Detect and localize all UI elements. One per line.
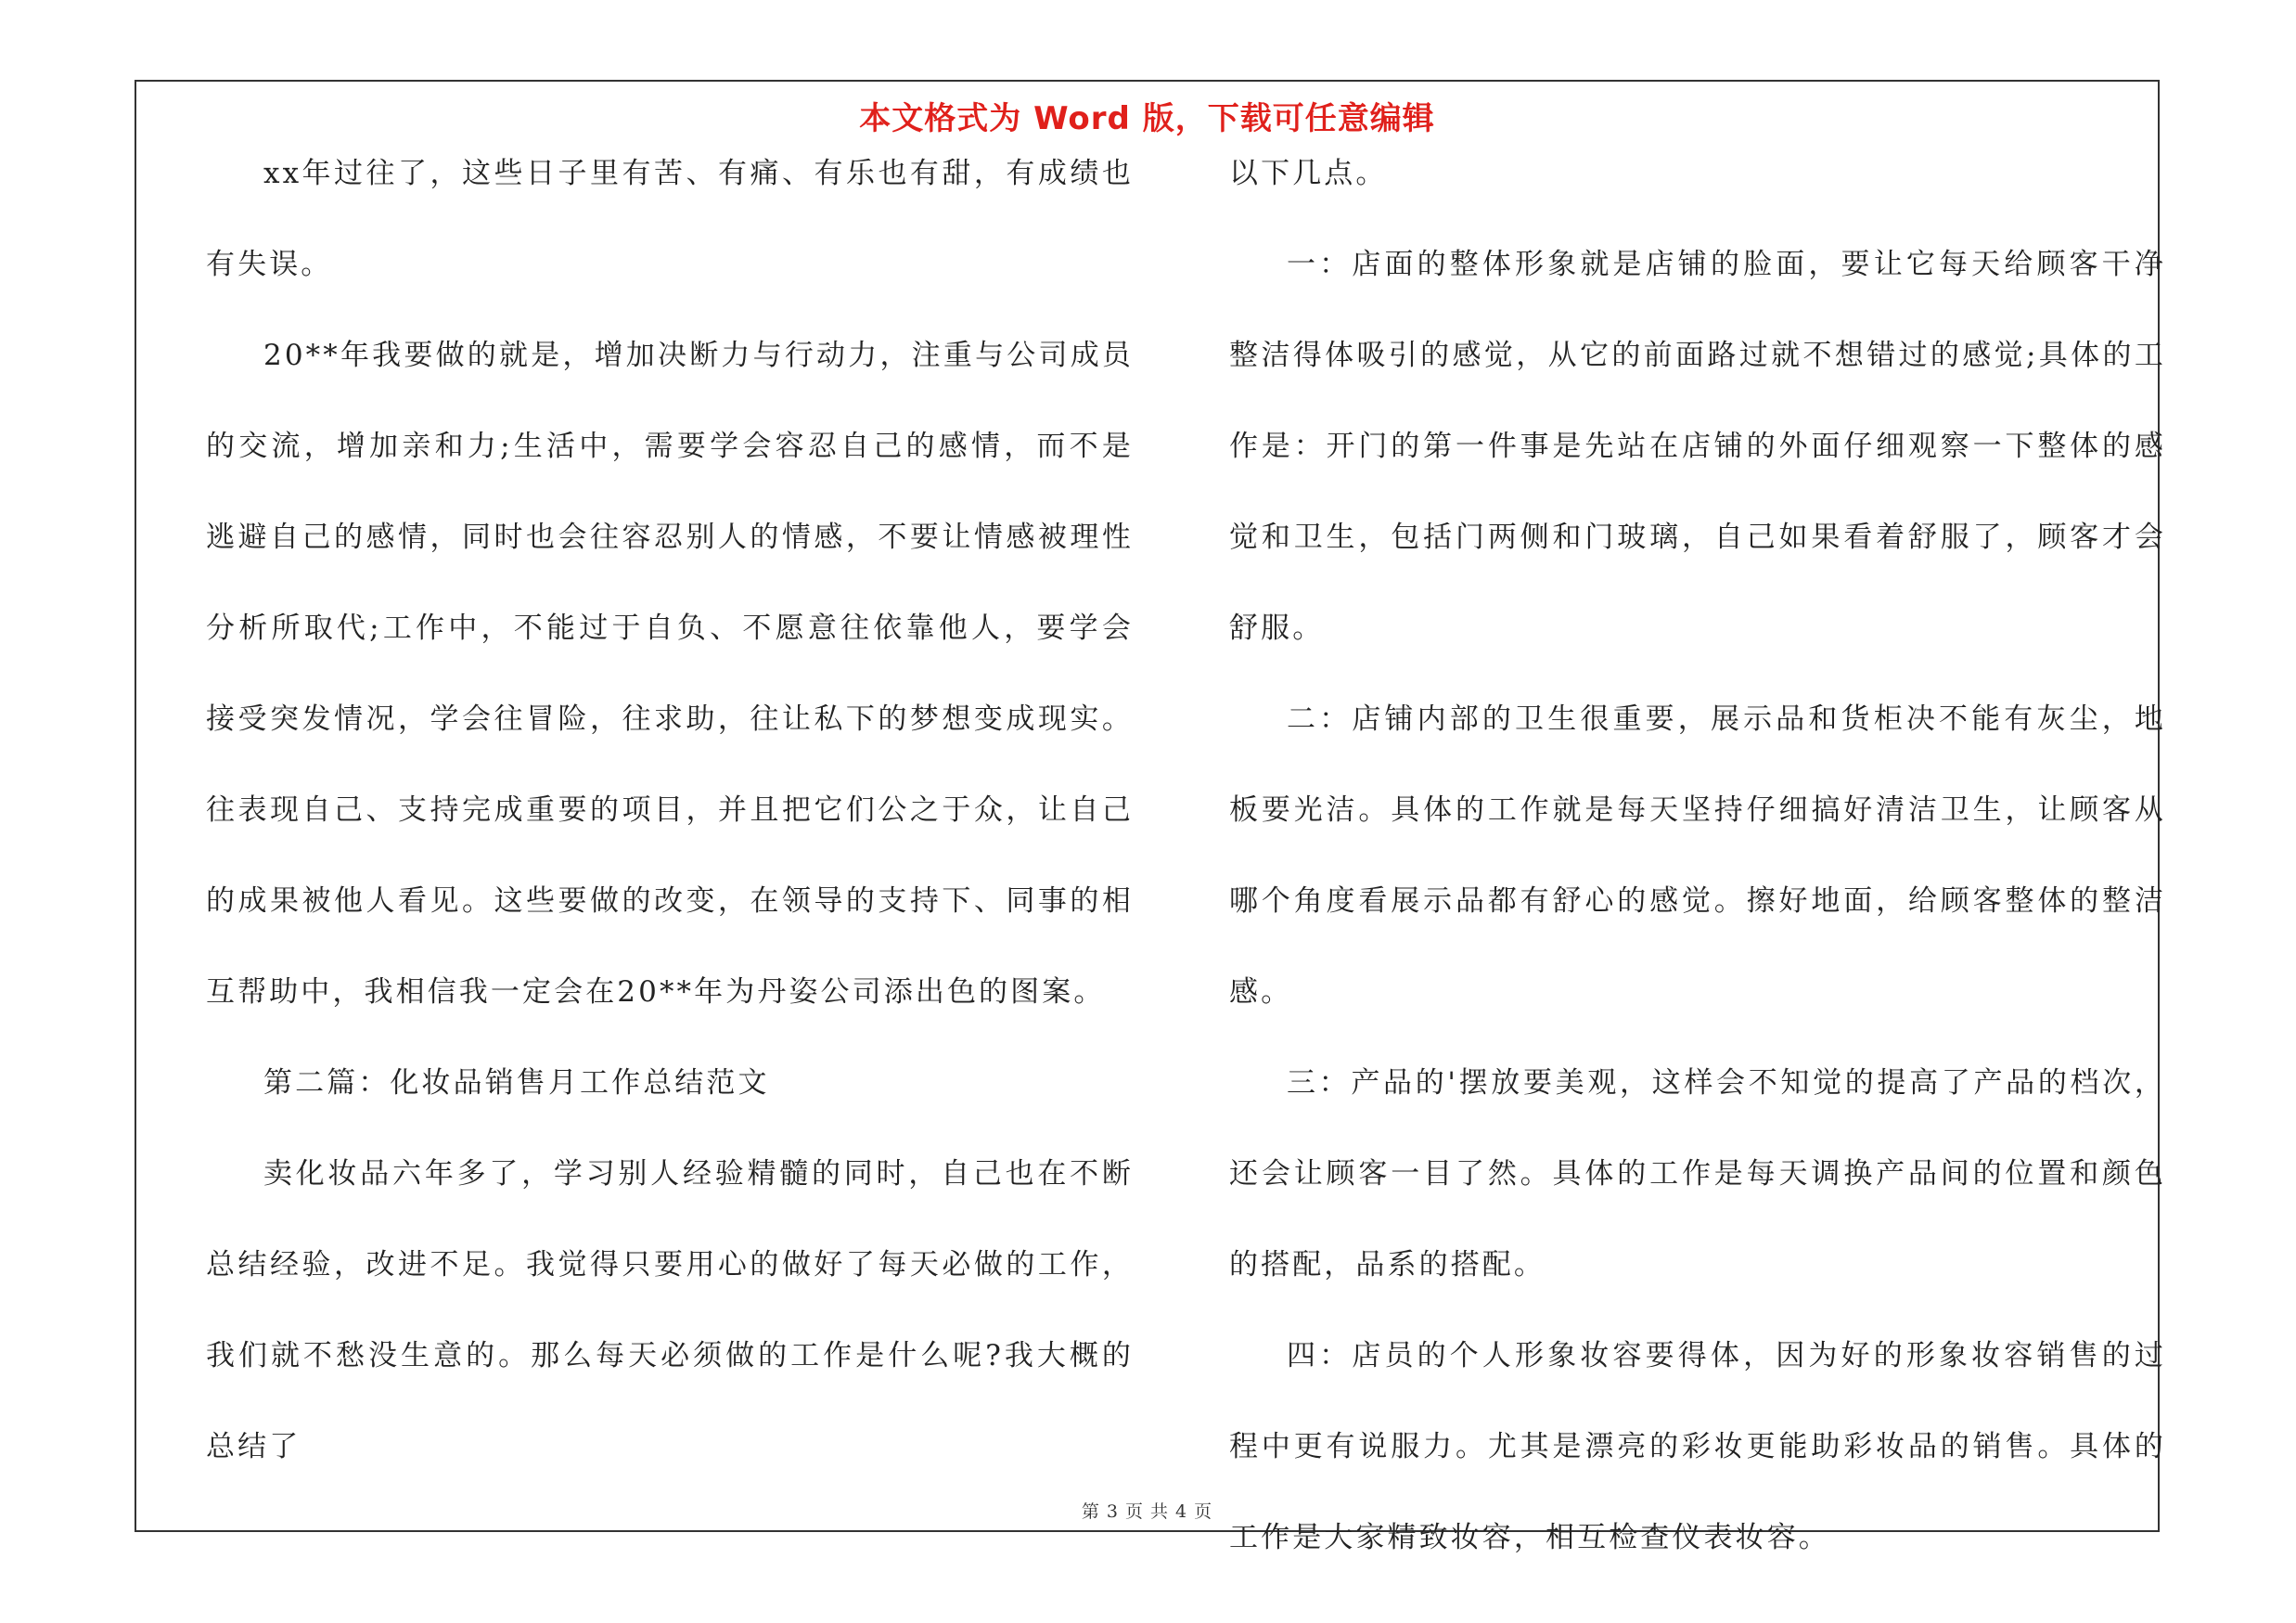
paragraph: 卖化妆品六年多了，学习别人经验精髓的同时，自己也在不断总结经验，改进不足。我觉得只要用心的做好了每天必做的工作，我们就不愁没生意的。那么每天必须做的工作是什么呢?我大概的总结了: [206, 1157, 1134, 1463]
right-column: [1229, 128, 2166, 1583]
section-heading: 第二篇：化妆品销售月工作总结范文: [263, 1066, 770, 1100]
format-banner: 本文格式为 Word 版，下载可任意编辑: [859, 100, 1435, 137]
paragraph: 20**年我要做的就是，增加决断力与行动力，注重与公司成员的交流，增加亲和力;生活中，需要学会容忍自己的感情，而不是逃避自己的感情，同时也会往容忍别人的情感，不要让情感被理性分析所取代;工作中，不能过于自负、不愿意往依靠他人，要学会接受突发情况，学会往冒险，往求助，往让私下的梦想变成现实。往表现自己、支持完成重要的项目，并且把它们公之于众，让自己的成果被他人看见。这些要做的改变，在领导的支持下、同事的相互帮助中，我相信我一定会在20**年为丹姿公司添出色的图案。: [206, 339, 1134, 1009]
paragraph: 一：店面的整体形象就是店铺的脸面，要让它每天给顾客干净整洁得体吸引的感觉，从它的前面路过就不想错过的感觉;具体的工作是：开门的第一件事是先站在店铺的外面仔细观察一下整体的感觉和卫生，包括门两侧和门玻璃，自己如果看着舒服了，顾客才会舒服。: [1229, 248, 2166, 645]
paragraph-continuation: 以下几点。: [1229, 157, 1388, 190]
page-frame: [135, 80, 2166, 1554]
paragraph: 四：店员的个人形象妆容要得体，因为好的形象妆容销售的过程中更有说服力。尤其是漂亮的彩妆更能助彩妆品的销售。具体的工作是大家精致妆容，相互检查仪表妆容。: [1229, 1339, 2166, 1554]
paragraph: xx年过往了，这些日子里有苦、有痛、有乐也有甜，有成绩也有失误。: [206, 157, 1134, 281]
left-column: [206, 128, 1134, 1492]
page-number: 第 3 页 共 4 页: [1081, 1501, 1213, 1522]
paragraph: 三：产品的'摆放要美观，这样会不知觉的提高了产品的档次，还会让顾客一目了然。具体的工作是每天调换产品间的位置和颜色的搭配，品系的搭配。: [1229, 1066, 2166, 1282]
paragraph: 二：店铺内部的卫生很重要，展示品和货柜决不能有灰尘，地板要光洁。具体的工作就是每天坚持仔细搞好清洁卫生，让顾客从哪个角度看展示品都有舒心的感觉。擦好地面，给顾客整体的整洁感。: [1229, 702, 2166, 1009]
